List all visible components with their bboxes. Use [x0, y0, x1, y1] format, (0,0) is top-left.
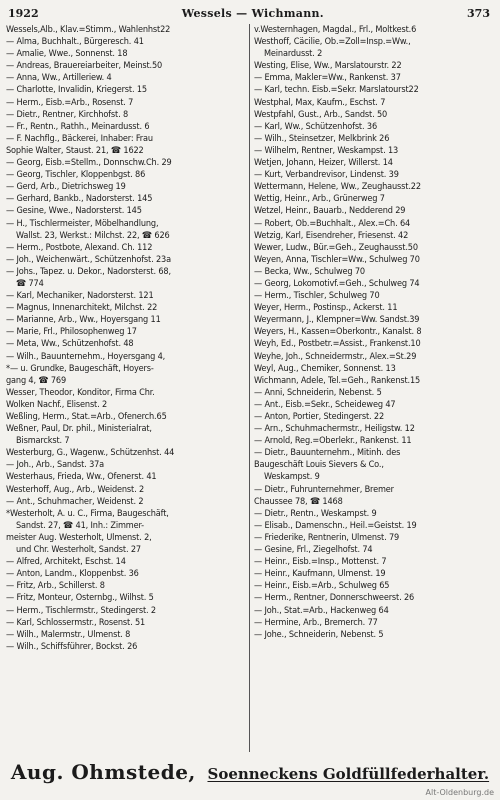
directory-entry-line: — Joh., Weichenwärt., Schützenhofst. 23a [6, 254, 171, 265]
directory-entry-line: — Andreas, Brauereiarbeiter, Meinst.50 [6, 61, 163, 72]
directory-entry-line: Wetjen, Johann, Heizer, Willerst. 14 [254, 158, 393, 169]
directory-entry-line: Weskampst. 9 [264, 472, 320, 483]
directory-entry-line: Westhoff, Cäcilie, Ob.=Zoll=Insp.=Ww., [254, 37, 411, 48]
directory-entry-line: — Robert, Ob.=Buchhalt., Alex.=Ch. 64 [254, 218, 411, 229]
directory-entry-line: — Heinr., Kaufmann, Ulmenst. 19 [254, 569, 386, 580]
directory-entry-line: — Karl, techn. Eisb.=Sekr. Marslatourst22 [254, 85, 419, 96]
directory-entry-line: — Wilhelm, Rentner, Weskampst. 13 [254, 145, 399, 156]
directory-entry-line: — Meta, Ww., Schützenhofst. 48 [6, 339, 134, 350]
directory-entry-line: — Wilh., Bauunternehm., Hoyersgang 4, [6, 351, 166, 362]
directory-entry-line: — Wilh., Schiffsführer, Bockst. 26 [6, 641, 138, 652]
directory-entry-line: — Karl, Schlossermstr., Rosenst. 51 [6, 617, 146, 628]
directory-entry-line: — Amalie, Wwe., Sonnenst. 18 [6, 49, 128, 60]
directory-entry-line: Weyen, Anna, Tischler=Ww., Schulweg 70 [254, 254, 420, 265]
directory-entry-line: — Fr., Rentn., Rathh., Meinardusst. 6 [6, 121, 150, 132]
directory-entry-line: Chaussee 78, ☎ 1468 [254, 496, 343, 507]
directory-entry-line: — Joh., Arb., Sandst. 37a [6, 460, 105, 471]
directory-entry-line: — Alfred, Architekt, Eschst. 14 [6, 557, 126, 568]
directory-entry-line: Wessels,Alb., Klav.=Stimm., Wahlenhst22 [6, 25, 171, 35]
directory-entry-line: — Alma, Buchhalt., Bürgeresch. 41 [6, 37, 144, 48]
directory-entry-line: Sophie Walter, Staust. 21, ☎ 1622 [6, 145, 144, 156]
directory-entry-line: — Wilh., Steinsetzer, Melkbrink 26 [254, 133, 390, 144]
advertiser-name: Aug. Ohmstede, [10, 760, 196, 784]
directory-entry-line: — Marie, Frl., Philosophenweg 17 [6, 327, 137, 338]
page-header [8, 4, 490, 22]
directory-entry-line: — Friederike, Rentnerin, Ulmenst. 79 [254, 532, 400, 543]
directory-entry-line: Weyermann, J., Klempner=Ww. Sandst.39 [254, 315, 420, 326]
directory-entry-line: Weyl, Aug., Chemiker, Sonnenst. 13 [254, 363, 396, 374]
directory-entry-line: — Gerd, Arb., Dietrichsweg 19 [6, 182, 126, 193]
directory-entry-line: — Heinr., Eisb.=Arb., Schulweg 65 [254, 581, 390, 592]
directory-entry-line: Westpfahl, Gust., Arb., Sandst. 50 [254, 109, 388, 120]
directory-entry-line: — Becka, Ww., Schulweg 70 [254, 266, 365, 277]
directory-entry-line: — Arn., Schuhmachermstr., Heiligstw. 12 [254, 424, 415, 435]
directory-entry-line: Wetzig, Karl, Eisendreher, Friesenst. 42 [254, 230, 409, 241]
header-title: Wessels — Wichmann. [181, 6, 324, 20]
right-column [250, 24, 494, 752]
directory-entry-line: — Elisab., Damenschn., Heil.=Geistst. 19 [254, 520, 417, 531]
directory-entry-line: Wallst. 23, Werkst.: Milchst. 22, ☎ 626 [16, 230, 170, 241]
directory-entry-line: Westerburg, G., Wagenw., Schützenhst. 44 [6, 448, 175, 459]
directory-entry-line: meister Aug. Westerholt, Ulmenst. 2, [6, 532, 152, 543]
directory-entry-line: — Georg, Eisb.=Stellm., Donnschw.Ch. 29 [6, 158, 172, 169]
directory-entry-line: — H., Tischlermeister, Möbelhandlung, [6, 218, 159, 229]
directory-entry-line: Wewer, Ludw., Bür.=Geh., Zeughausst.50 [254, 242, 418, 253]
directory-entry-line: Sandst. 27, ☎ 41, Inh.: Zimmer- [16, 520, 144, 531]
directory-entry-line: Weyers, H., Kassen=Oberkontr., Kanalst. 8 [254, 327, 422, 338]
directory-entry-line: — Anna, Ww., Artilleriew. 4 [6, 73, 112, 84]
directory-entry-line: Westerhaus, Frieda, Ww., Ofenerst. 41 [6, 472, 157, 483]
directory-entry-line: Wichmann, Adele, Tel.=Geh., Rankenst.15 [254, 375, 421, 386]
directory-entry-line: — Ant., Schuhmacher, Weidenst. 2 [6, 496, 144, 507]
directory-entry-line: — Dietr., Bauunternehm., Mitinh. des [254, 448, 401, 459]
directory-entry-line: Westphal, Max, Kaufm., Eschst. 7 [254, 97, 386, 108]
directory-entry-line: Weyer, Herm., Postinsp., Ackerst. 11 [254, 303, 398, 314]
directory-entry-line: Weyh, Ed., Postbetr.=Assist., Frankenst.10 [254, 339, 421, 350]
left-column [6, 24, 250, 752]
directory-entry-line: — Heinr., Eisb.=Insp., Mottenst. 7 [254, 557, 387, 568]
directory-entry-line: Wolken Nachf., Elisenst. 2 [6, 399, 108, 410]
directory-entry-line: — Gesine, Wwe., Nadorsterst. 145 [6, 206, 142, 217]
directory-entry-line: Wettermann, Helene, Ww., Zeughausst.22 [254, 182, 421, 193]
directory-entry-line: — Anton, Landm., Kloppenbst. 36 [6, 569, 139, 580]
directory-entry-line: — Dietr., Rentn., Weskampst. 9 [254, 508, 377, 519]
directory-entry-line: — Herm., Eisb.=Arb., Rosenst. 7 [6, 97, 134, 108]
directory-entry-line: — Dietr., Rentner, Kirchhofst. 8 [6, 109, 129, 120]
header-page-number: 373 [467, 6, 490, 20]
directory-entry-line: Baugeschäft Louis Sievers & Co., [254, 460, 384, 471]
directory-entry-line: v.Westernhagen, Magdal., Frl., Moltkest.6 [254, 25, 417, 35]
directory-entry-line: — Emma, Makler=Ww., Rankenst. 37 [254, 73, 401, 84]
directory-entry-line: — Charlotte, Invalidin, Kriegerst. 15 [6, 85, 147, 96]
directory-entry-line: — Anton, Portier, Stedingerst. 22 [254, 412, 385, 422]
directory-entry-line: — Joh., Stat.=Arb., Hackenweg 64 [254, 605, 389, 616]
directory-entry-line: — Arnold, Reg.=Oberlekr., Rankenst. 11 [254, 436, 412, 447]
directory-entry-line: Wetzel, Heinr., Bauarb., Nedderend 29 [254, 206, 406, 217]
directory-entry-line: — Magnus, Innenarchitekt, Milchst. 22 [6, 303, 158, 314]
footer-advertisement [0, 760, 500, 790]
directory-entry-line: — Herm., Tischlermstr., Stedingerst. 2 [6, 605, 156, 616]
directory-entry-line: — Kurt, Verbandrevisor, Lindenst. 39 [254, 170, 399, 181]
directory-entry-line: Weßling, Herm., Stat.=Arb., Ofenerch.65 [6, 412, 167, 422]
directory-entry-line: — Karl, Mechaniker, Nadorsterst. 121 [6, 291, 154, 302]
advertisement-text: Soenneckens Goldfüllfederhalter. [207, 765, 490, 783]
directory-entry-line: — Georg, Tischler, Kloppenbgst. 86 [6, 170, 146, 181]
directory-entry-line: — Herm., Rentner, Donnerschweerst. 26 [254, 593, 415, 604]
directory-entry-line: — Johs., Tapez. u. Dekor., Nadorsterst. 68, [6, 266, 171, 277]
directory-entry-line: Weyhe, Joh., Schneidermstr., Alex.=St.29 [254, 351, 417, 362]
directory-entry-line: — Marianne, Arb., Ww., Hoyersgang 11 [6, 315, 161, 326]
directory-entry-line: Westing, Elise, Ww., Marslatourstr. 22 [254, 61, 402, 72]
directory-entry-line: *Westerholt, A. u. C., Firma, Baugeschäft, [6, 508, 169, 519]
directory-entry-line: — Johe., Schneiderin, Nebenst. 5 [254, 629, 384, 640]
directory-entry-line: — Georg, Lokomotivf.=Geh., Schulweg 74 [254, 278, 420, 289]
header-year: 1922 [8, 6, 39, 20]
directory-entry-line: Wesser, Theodor, Konditor, Firma Chr. [6, 387, 155, 398]
directory-entry-line: — Karl, Ww., Schützenhofst. 36 [254, 121, 377, 132]
directory-entry-line: — Anni, Schneiderin, Nebenst. 5 [254, 387, 382, 398]
directory-entry-line: — Gesine, Frl., Ziegelhofst. 74 [254, 545, 373, 556]
directory-entry-line: — Herm., Postbote, Alexand. Ch. 112 [6, 242, 153, 253]
directory-entry-line: Weßner, Paul, Dr. phil., Ministerialrat, [6, 424, 152, 435]
directory-entry-line: — Wilh., Malermstr., Ulmenst. 8 [6, 629, 131, 640]
directory-entry-line: und Chr. Westerholt, Sandst. 27 [16, 545, 141, 556]
directory-entry-line: — F. Nachflg., Bäckerei, Inhaber: Frau [6, 133, 153, 144]
directory-entry-line: *— u. Grundke, Baugeschäft, Hoyers- [6, 363, 154, 374]
directory-entry-line: gang 4, ☎ 769 [6, 375, 67, 386]
directory-entry-line: — Dietr., Fuhrunternehmer, Bremer [254, 484, 394, 495]
watermark: Alt-Oldenburg.de [425, 788, 494, 797]
directory-entry-line: Meinardusst. 2 [264, 49, 323, 60]
directory-entry-line: Westerhoff, Aug., Arb., Weidenst. 2 [6, 484, 145, 495]
directory-entry-line: — Herm., Tischler, Schulweg 70 [254, 291, 380, 302]
directory-columns [6, 24, 494, 752]
directory-entry-line: Bismarckst. 7 [16, 436, 70, 447]
directory-entry-line: — Fritz, Monteur, Osternbg., Wilhst. 5 [6, 593, 154, 604]
directory-entry-line: — Hermine, Arb., Bremerch. 77 [254, 617, 378, 628]
directory-entry-line: — Ant., Eisb.=Sekr., Scheideweg 47 [254, 399, 396, 410]
directory-entry-line: — Fritz, Arb., Schillerst. 8 [6, 581, 105, 592]
directory-entry-line: ☎ 774 [16, 278, 44, 289]
directory-entry-line: Wettig, Heinr., Arb., Grünerweg 7 [254, 194, 385, 205]
directory-entry-line: — Gerhard, Bankb., Nadorsterst. 145 [6, 194, 153, 205]
